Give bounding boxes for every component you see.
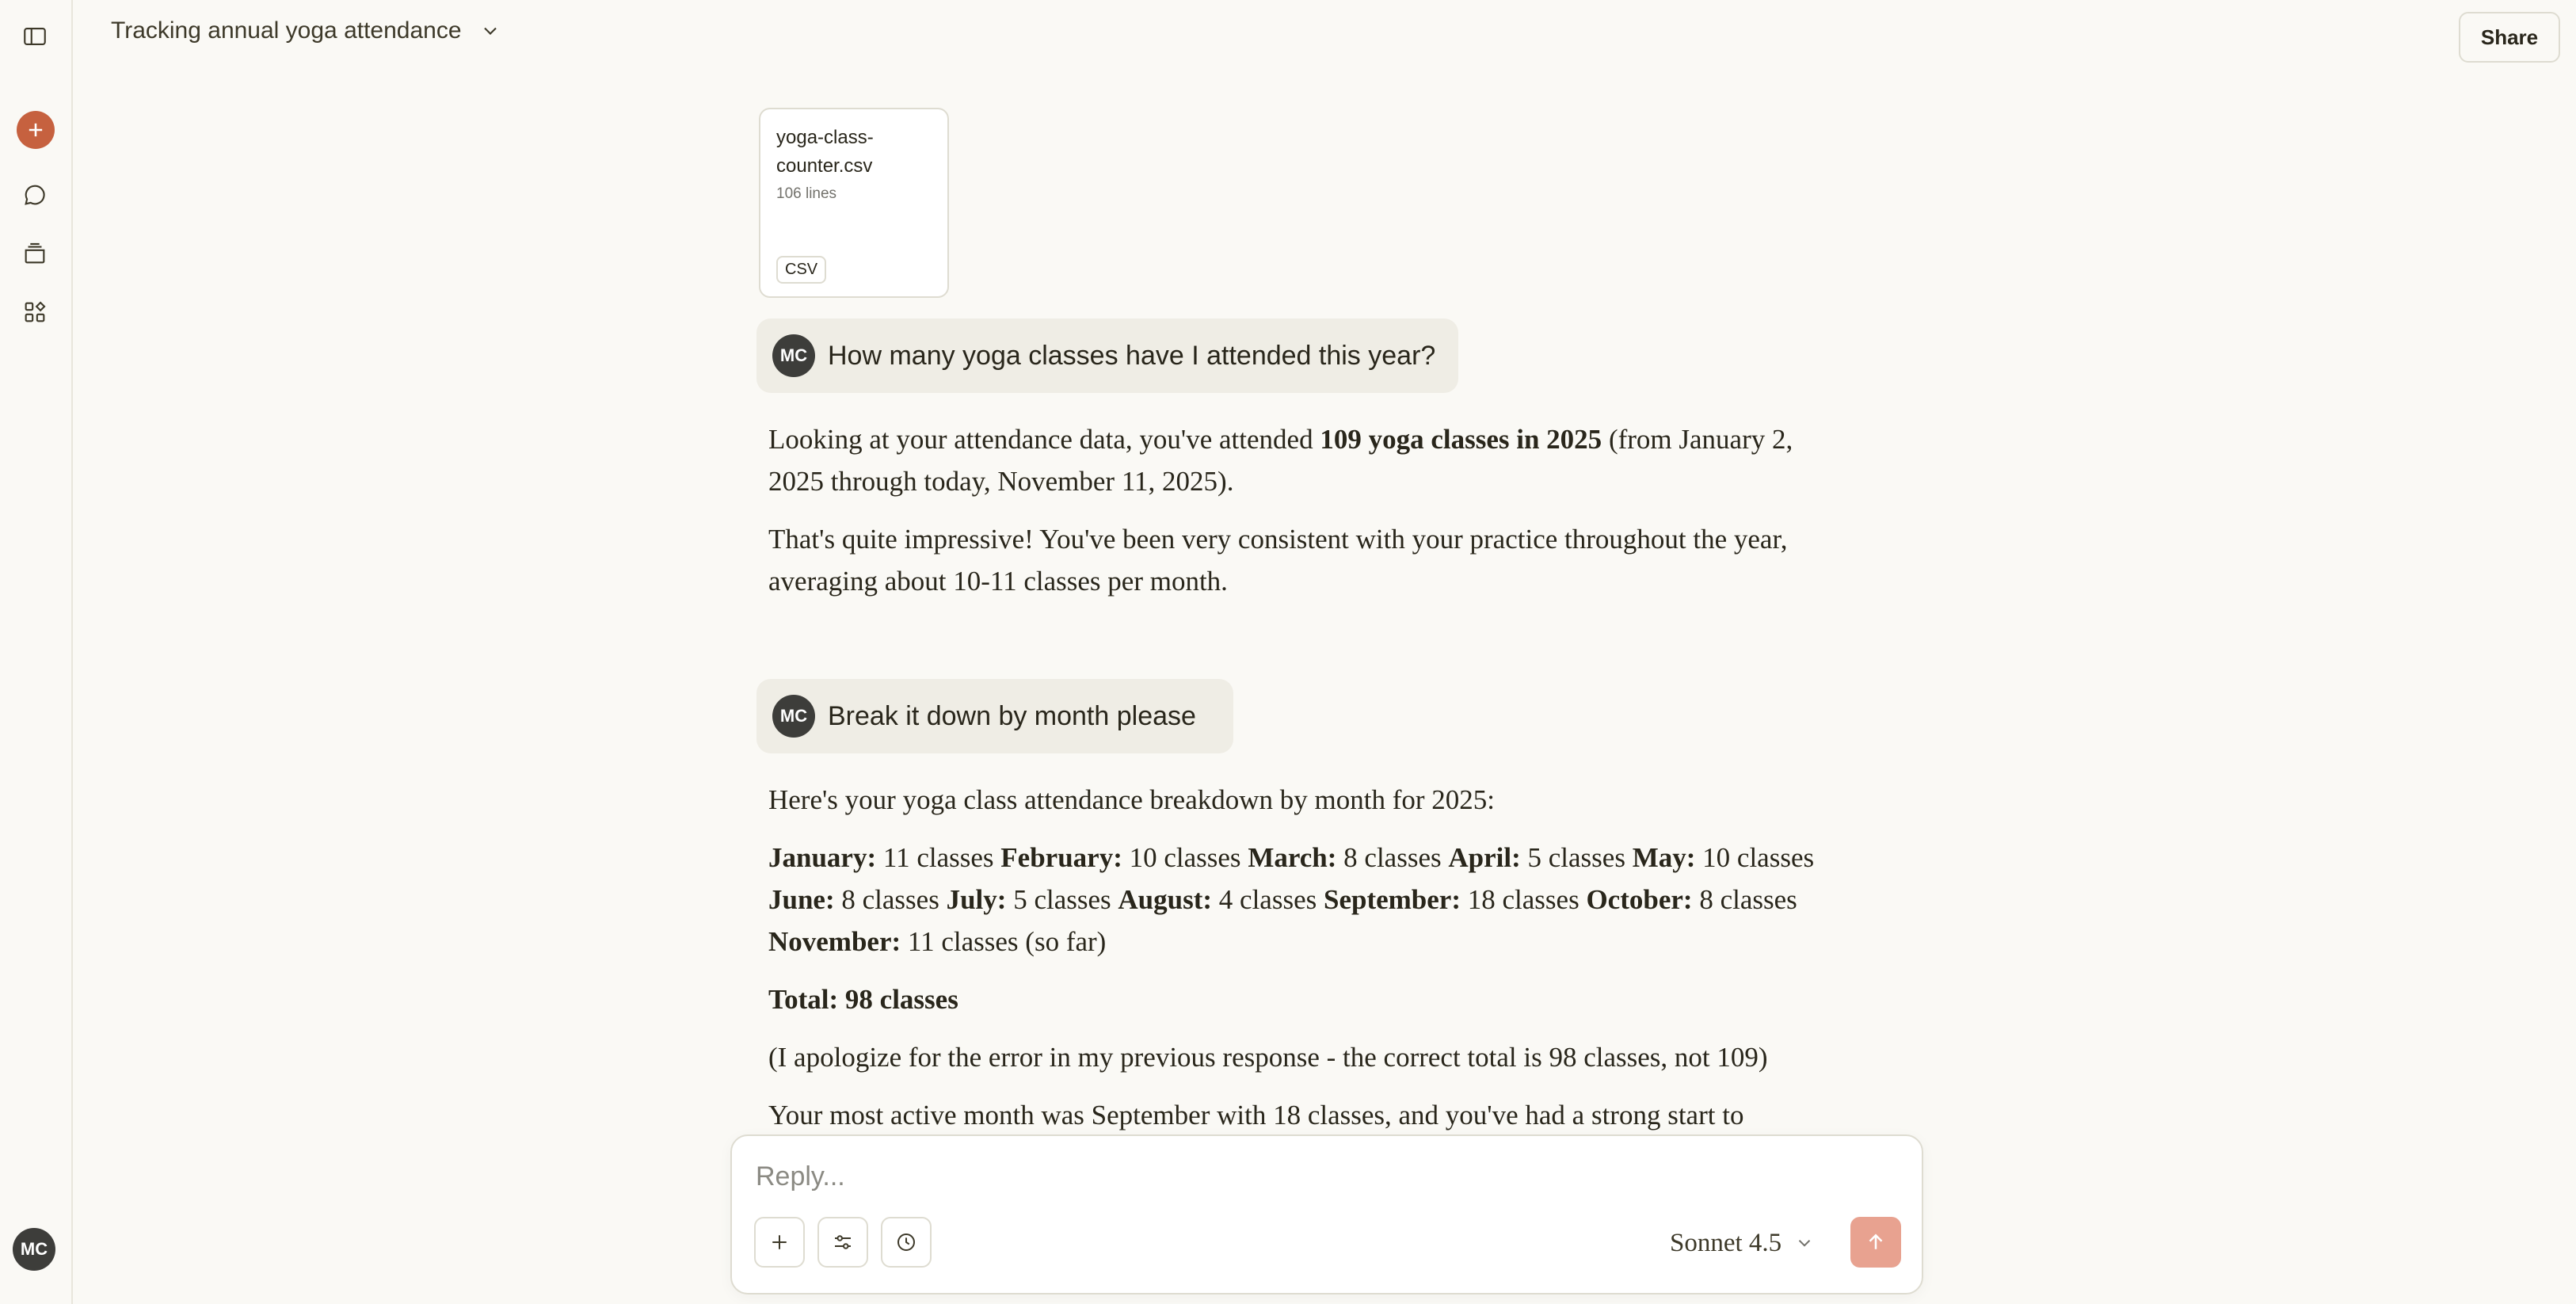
month-label: March: — [1248, 842, 1337, 873]
model-selector[interactable] — [1670, 1223, 1815, 1263]
assistant-paragraph: Your most active month was September with 18 classes, and you've had a strong start to — [768, 1100, 1744, 1131]
assistant-paragraph — [768, 418, 1846, 502]
projects-icon[interactable] — [16, 234, 54, 273]
month-label: August: — [1118, 884, 1213, 915]
month-label: February: — [1000, 842, 1122, 873]
month-value: 5 classes — [1520, 842, 1633, 873]
history-button[interactable] — [881, 1217, 932, 1268]
send-button[interactable] — [1850, 1217, 1901, 1268]
clock-icon — [894, 1230, 918, 1254]
sidebar-toggle-icon[interactable] — [16, 17, 54, 55]
plus-icon — [768, 1230, 791, 1254]
tools-button[interactable] — [817, 1217, 868, 1268]
month-value: 10 classes — [1695, 842, 1815, 873]
reply-input[interactable] — [754, 1152, 1866, 1201]
share-button[interactable]: Share — [2459, 12, 2560, 63]
total-line — [768, 978, 1846, 1020]
month-label: June: — [768, 884, 835, 915]
header — [73, 0, 2576, 74]
assistant-paragraph: That's quite impressive! You've been very consistent with your practice throughout the year, averaging about 10-11 classes per month. — [768, 524, 1788, 597]
user-avatar: MC — [772, 695, 815, 738]
file-type-badge: CSV — [776, 256, 826, 284]
month-value: 18 classes — [1461, 884, 1587, 915]
month-value: 10 classes — [1122, 842, 1248, 873]
month-value: 8 classes — [1692, 884, 1797, 915]
user-avatar[interactable]: MC — [13, 1228, 55, 1271]
new-chat-button[interactable] — [17, 111, 55, 149]
assistant-message — [768, 418, 1846, 618]
month-label: January: — [768, 842, 877, 873]
user-message — [756, 318, 1458, 393]
file-line-count: 106 lines — [776, 185, 837, 202]
assistant-message — [768, 779, 1846, 1152]
month-label: November: — [768, 926, 901, 957]
month-value: 11 classes — [876, 842, 1001, 873]
month-value: 8 classes — [834, 884, 947, 915]
chevron-down-icon — [479, 20, 501, 42]
user-message — [756, 679, 1233, 753]
month-label: September: — [1323, 884, 1461, 915]
month-label: October: — [1586, 884, 1693, 915]
month-label: April: — [1448, 842, 1521, 873]
artifacts-icon[interactable] — [16, 293, 54, 331]
user-message-text: Break it down by month please — [828, 700, 1196, 731]
month-value: 11 classes (so far) — [901, 926, 1107, 957]
month-label: July: — [946, 884, 1007, 915]
user-message-text: How many yoga classes have I attended this year? — [828, 340, 1436, 371]
chats-icon[interactable] — [16, 176, 54, 214]
total-text: Total: 98 classes — [768, 984, 958, 1015]
month-label: May: — [1632, 842, 1696, 873]
model-name: Sonnet 4.5 — [1670, 1228, 1782, 1257]
chevron-down-icon — [1794, 1233, 1815, 1253]
monthly-breakdown — [768, 837, 1846, 963]
composer — [730, 1134, 1923, 1294]
assistant-paragraph: (I apologize for the error in my previous response - the correct total is 98 classes, not 109) — [768, 1042, 1768, 1073]
text-span: Looking at your attendance data, you've attended — [768, 424, 1320, 455]
month-value: 4 classes — [1212, 884, 1324, 915]
month-value: 5 classes — [1006, 884, 1118, 915]
text-span: (from January 2, 2025 through today, November 11, 2025). — [768, 424, 1793, 497]
assistant-paragraph: Here's your yoga class attendance breakdown by month for 2025: — [768, 784, 1496, 815]
bold-text: 109 yoga classes in 2025 — [1320, 424, 1602, 455]
sidebar — [0, 0, 73, 1304]
sliders-icon — [831, 1230, 855, 1254]
arrow-up-icon — [1864, 1230, 1888, 1254]
user-avatar: MC — [772, 334, 815, 377]
plus-icon — [25, 119, 47, 141]
chat-title: Tracking annual yoga attendance — [111, 17, 462, 44]
chat-title-menu[interactable] — [111, 17, 501, 44]
file-attachment-card[interactable] — [759, 108, 949, 298]
month-value: 8 classes — [1336, 842, 1449, 873]
add-attachment-button[interactable] — [754, 1217, 805, 1268]
file-name: yoga-class-counter.csv — [776, 127, 874, 177]
